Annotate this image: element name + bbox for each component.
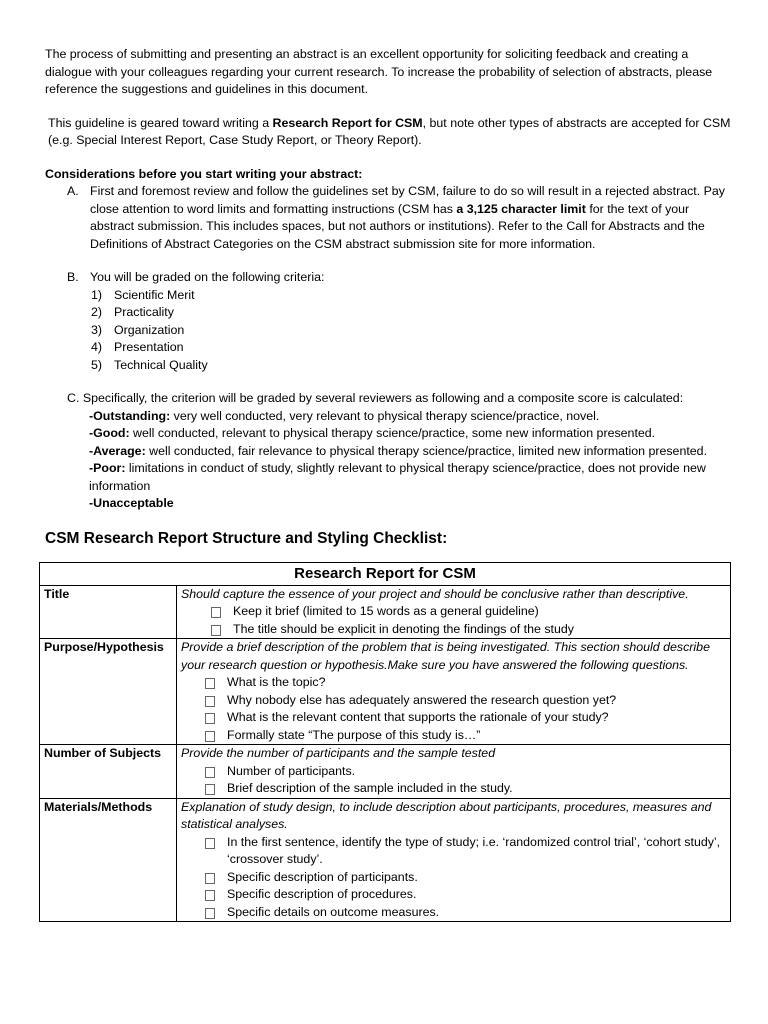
consideration-b <box>45 269 735 287</box>
consideration-b-letter: B. <box>67 270 79 284</box>
checklist-item <box>181 674 726 692</box>
checklist-item-text: Number of participants. <box>227 763 356 778</box>
grade-label: -Average: <box>89 443 146 458</box>
checklist-item <box>181 780 726 798</box>
checkbox-icon <box>205 767 215 778</box>
grade-label: -Good: <box>89 426 130 440</box>
row-description: Provide the number of participants and the sample tested <box>181 746 496 760</box>
list-item <box>45 304 735 322</box>
checklist-item-text: Specific description of procedures. <box>227 887 417 901</box>
checklist-item-text: What is the relevant content that supports the rationale of your study? <box>227 710 609 724</box>
consideration-a-pre: First and foremost review and follow the guidelines set by CSM, failure to do so will result in a rejected abstract. Pay close attention to word limits and formatting instructions (CSM has <box>90 184 725 216</box>
checkbox-icon <box>205 873 215 884</box>
list-item <box>45 357 735 375</box>
grade-poor <box>45 460 735 495</box>
checklist-item-text: What is the topic? <box>227 675 326 689</box>
document-page <box>45 46 735 922</box>
checkbox-icon <box>205 838 215 849</box>
consideration-a-letter: A. <box>67 184 79 198</box>
criteria-number: 4) <box>91 340 103 354</box>
grading-intro: C. Specifically, the criterion will be graded by several reviewers as following and a composite score is calculated: <box>67 391 684 405</box>
row-label-purpose: Purpose/Hypothesis <box>40 639 177 745</box>
row-label-methods: Materials/Methods <box>40 798 177 922</box>
row-description: Provide a brief description of the problem that is being investigated. This section should describe your research question or hypothesis.Make sure you have answered the following questions. <box>181 640 710 672</box>
table-header: Research Report for CSM <box>40 562 731 585</box>
checkbox-icon <box>205 713 215 724</box>
checkbox-icon <box>205 696 215 707</box>
guideline-text-bold: Research Report for CSM <box>272 115 423 130</box>
guideline-text-pre: This guideline is geared toward writing a <box>48 115 273 130</box>
grade-label: -Outstanding: <box>89 408 171 423</box>
checklist-item-text: In the first sentence, identify the type of study; i.e. ‘randomized control trial’, ‘cohort study’, ‘crossover study’. <box>227 834 721 866</box>
grade-label: -Poor: <box>89 461 126 475</box>
checklist-item <box>181 621 726 639</box>
checklist-item <box>181 692 726 710</box>
criteria-number: 3) <box>91 322 103 337</box>
checklist-item-text: Why nobody else has adequately answered the research question yet? <box>227 692 617 707</box>
criteria-label: Practicality <box>114 305 174 319</box>
consideration-a <box>45 183 735 253</box>
criteria-number: 5) <box>91 357 103 372</box>
row-label-subjects: Number of Subjects <box>40 745 177 799</box>
checkbox-icon <box>205 731 215 742</box>
row-description: Explanation of study design, to include description about participants, procedures, measures and statistical analyses. <box>181 799 712 831</box>
checklist-item-text: Specific description of participants. <box>227 869 418 884</box>
row-label-title: Title <box>40 585 177 639</box>
row-content-title <box>177 585 731 639</box>
checkbox-icon <box>211 625 221 636</box>
checkbox-icon <box>205 890 215 901</box>
criteria-number: 2) <box>91 305 103 319</box>
grade-text: very well conducted, very relevant to physical therapy science/practice, novel. <box>170 408 600 423</box>
table-header-row <box>40 562 731 585</box>
grade-text: well conducted, fair relevance to physical therapy science/practice, limited new information presented. <box>145 443 708 458</box>
grade-text: well conducted, relevant to physical therapy science/practice, some new information presented. <box>129 426 656 440</box>
grading-section <box>45 390 735 513</box>
criteria-list <box>45 287 735 375</box>
grade-good <box>45 425 735 443</box>
guideline-text-post: , but note other types of abstracts are accepted for CSM (e.g. Special Interest Report, Case Study Report, or Theory Report). <box>48 115 731 147</box>
checkbox-icon <box>211 607 221 618</box>
checkbox-icon <box>205 678 215 689</box>
row-content-purpose <box>177 639 731 745</box>
checklist-table <box>39 562 731 923</box>
checklist-item <box>181 834 726 869</box>
guideline-paragraph <box>45 115 735 150</box>
checklist-item-text: Brief description of the sample included in the study. <box>227 781 513 795</box>
grade-label: -Unacceptable <box>89 496 174 510</box>
grade-unacceptable <box>45 495 735 513</box>
checklist-item <box>181 763 726 781</box>
checklist-item-text: Keep it brief (limited to 15 words as a general guideline) <box>233 604 539 618</box>
criteria-label: Presentation <box>114 340 184 354</box>
checklist-title: CSM Research Report Structure and Styling Checklist: <box>45 529 448 547</box>
checklist-item <box>181 904 726 922</box>
criteria-number: 1) <box>91 287 103 302</box>
table-row <box>40 798 731 922</box>
checklist-item <box>181 709 726 727</box>
considerations-heading: Considerations before you start writing your abstract: <box>45 166 363 181</box>
checklist-item <box>181 886 726 904</box>
table-row <box>40 745 731 799</box>
list-item <box>45 322 735 340</box>
checklist-item <box>181 869 726 887</box>
checkbox-icon <box>205 784 215 795</box>
consideration-a-text <box>90 183 735 253</box>
consideration-a-post: for the text of your abstract submission. This includes spaces, but not authors or institutions). Refer to the Call for Abstracts and the Definitions of Abstract Categories on the CSM abstract submission site for more information. <box>90 201 705 251</box>
checklist-item-text: Specific details on outcome measures. <box>227 904 440 919</box>
consideration-b-text: You will be graded on the following criteria: <box>90 270 325 284</box>
table-row <box>40 585 731 639</box>
table-row <box>40 639 731 745</box>
intro-paragraph: The process of submitting and presenting an abstract is an excellent opportunity for soliciting feedback and creating a dialogue with your colleagues regarding your current research. To increase the probability of selection of abstracts, please reference the suggestions and guidelines in this document. <box>45 47 713 96</box>
grade-average <box>45 443 735 461</box>
row-content-methods <box>177 798 731 922</box>
criteria-label: Technical Quality <box>114 357 208 372</box>
checklist-item <box>181 603 726 621</box>
criteria-label: Organization <box>114 322 185 337</box>
checkbox-icon <box>205 908 215 919</box>
grade-text: limitations in conduct of study, slightly relevant to physical therapy science/practice, does not provide new information <box>89 461 706 493</box>
list-item <box>45 287 735 305</box>
checklist-item <box>181 727 726 745</box>
character-limit-text: a 3,125 character limit <box>456 201 586 216</box>
row-content-subjects <box>177 745 731 799</box>
row-description: Should capture the essence of your project and should be conclusive rather than descriptive. <box>181 586 689 601</box>
list-item <box>45 339 735 357</box>
grade-outstanding <box>45 408 735 426</box>
checklist-item-text: Formally state “The purpose of this study is…” <box>227 727 481 742</box>
criteria-label: Scientific Merit <box>114 287 195 302</box>
checklist-item-text: The title should be explicit in denoting the findings of the study <box>233 621 574 636</box>
